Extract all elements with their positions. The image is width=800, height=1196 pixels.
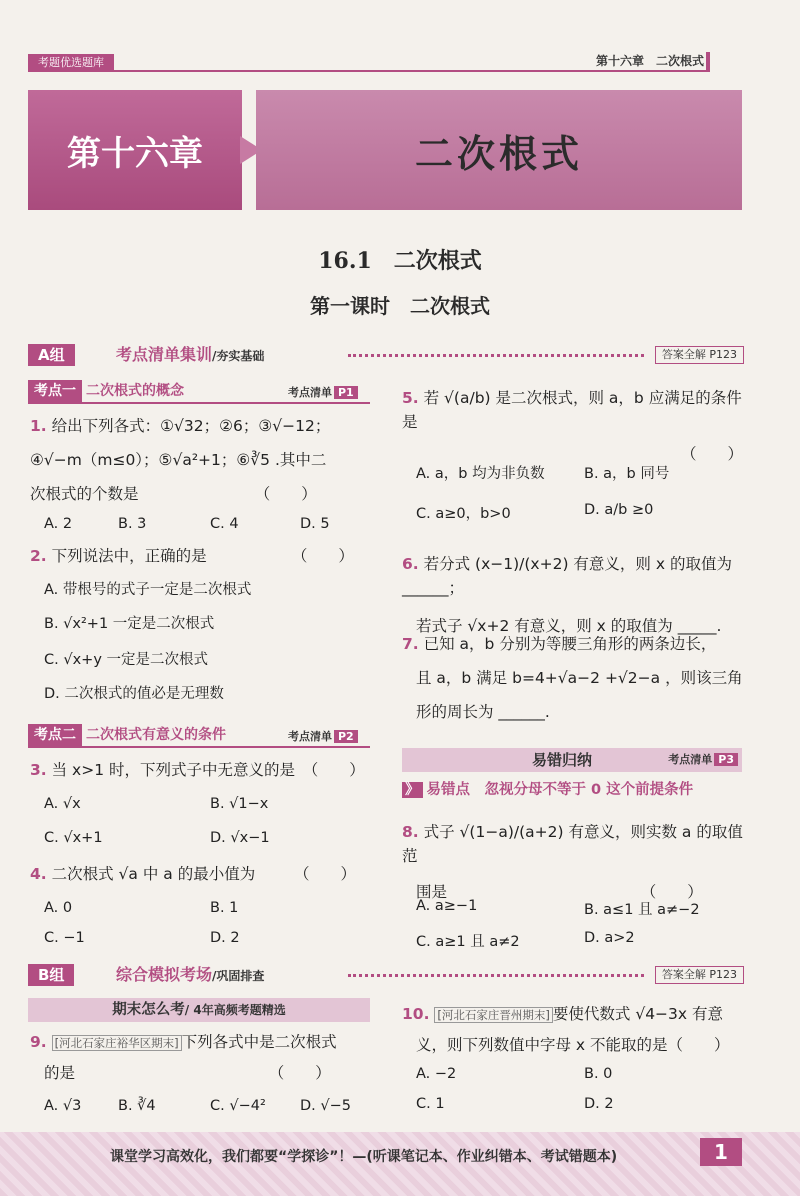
q6-number: 6. (402, 555, 419, 573)
q1-option-a: A. 2 (44, 516, 73, 532)
q10-option-c: C. 1 (416, 1096, 445, 1112)
q2-number: 2. (30, 547, 47, 565)
q10-option-b: B. 0 (584, 1066, 613, 1082)
q1-option-b: B. 3 (118, 516, 147, 532)
chapter-banner: 第十六章 (28, 90, 242, 210)
q9-option-c: C. √−4² (210, 1098, 266, 1114)
q9-source: [河北石家庄裕华区期末] (52, 1035, 182, 1051)
q8-option-b: B. a≤1 且 a≠−2 (584, 902, 700, 918)
yicuo-point (402, 778, 693, 799)
qmgk-subtitle: / 4年高频考题精选 (184, 1003, 286, 1017)
q3-option-d: D. √x−1 (210, 830, 270, 846)
q1-line2: ④√−m（m≤0）；⑤√a²+1；⑥∛5 .其中二 (30, 451, 327, 469)
footer-slogan: 课堂学习高效化，我们都要“学探诊”！—(听课笔记本、作业纠错本、考试错题本) (110, 1149, 618, 1165)
yicuo-title: 易错归纳 (532, 751, 593, 769)
q1-option-c: C. 4 (210, 516, 239, 532)
q2-option-c: C. √x+y 一定是二次根式 (44, 652, 209, 668)
question-8 (402, 820, 747, 904)
group-a-title (116, 344, 264, 367)
q9-option-a: A. √3 (44, 1098, 82, 1114)
q10-source: [河北石家庄晋州期末] (434, 1007, 552, 1023)
header-divider (28, 70, 710, 72)
question-1 (30, 414, 375, 506)
kd2-ref-label: 考点清单 (288, 730, 332, 743)
kd2-ref (288, 728, 358, 744)
q9-number: 9. (30, 1033, 47, 1051)
question-7 (402, 632, 747, 724)
q4-option-b: B. 1 (210, 900, 239, 916)
question-2 (30, 544, 375, 568)
question-4 (30, 862, 375, 886)
q3-stem: 当 x>1 时，下列式子中无意义的是 （ ） (51, 761, 365, 779)
group-a-label: A组 (28, 344, 75, 366)
yicuo-header (402, 748, 742, 772)
kd2-underline (28, 746, 370, 748)
q5-line1: 若 √(a/b) 是二次根式，则 a，b 应满足的条件是 (402, 389, 742, 431)
q9-line1: 下列各式中是二次根式 (181, 1033, 337, 1051)
q2-option-b: B. √x²+1 一定是二次根式 (44, 616, 215, 632)
yicuo-ref-page: P3 (714, 753, 738, 766)
q2-stem: 下列说法中，正确的是 （ ） (51, 547, 354, 565)
q3-option-a: A. √x (44, 796, 81, 812)
q7-number: 7. (402, 635, 419, 653)
kd2-ref-page: P2 (334, 730, 358, 743)
group-a-bar (28, 344, 744, 366)
q3-option-c: C. √x+1 (44, 830, 103, 846)
kd1-ref (288, 384, 358, 400)
q4-number: 4. (30, 865, 47, 883)
q1-option-d: D. 5 (300, 516, 330, 532)
lesson-title: 第一课时 二次根式 (310, 294, 490, 318)
q4-option-a: A. 0 (44, 900, 73, 916)
group-a-answer-ref: 答案全解 P123 (655, 346, 744, 364)
kd1-tag: 考点一 (28, 380, 82, 402)
q10-line2: 义，则下列数值中字母 x 不能取的是（ ） (416, 1036, 730, 1054)
q3-number: 3. (30, 761, 47, 779)
q8-line2: 围是 （ ） (416, 883, 703, 901)
q5-option-c: C. a≥0，b>0 (416, 506, 511, 522)
yicuo-point-icon: 》 (402, 782, 423, 798)
yicuo-point-text: 忽视分母不等于 0 这个前提条件 (484, 782, 694, 798)
header-accent-bar (706, 52, 710, 70)
q5-option-a: A. a，b 均为非负数 (416, 466, 545, 482)
question-9 (30, 1030, 375, 1085)
q6-line1: 若分式 (x−1)/(x+2) 有意义，则 x 的取值为 ______； (402, 555, 732, 597)
q1-line1: 给出下列各式：①√32；②6；③√−12； (51, 417, 331, 435)
question-10 (402, 1002, 747, 1057)
q9-line2: 的是 （ ） (44, 1064, 331, 1082)
page-number: 1 (700, 1138, 742, 1166)
kd1-name: 二次根式的概念 (86, 383, 184, 399)
kd1-ref-label: 考点清单 (288, 386, 332, 399)
q2-option-d: D. 二次根式的值必是无理数 (44, 686, 224, 702)
kd1-ref-page: P1 (334, 386, 358, 399)
q5-option-b: B. a，b 同号 (584, 466, 670, 482)
kd2-tag: 考点二 (28, 724, 82, 746)
q8-option-d: D. a>2 (584, 930, 635, 946)
q5-number: 5. (402, 389, 419, 407)
q4-option-d: D. 2 (210, 930, 240, 946)
q8-option-a: A. a≥−1 (416, 898, 478, 914)
q9-option-d: D. √−5 (300, 1098, 351, 1114)
qmgk-title: 期末怎么考 (112, 1002, 185, 1018)
yicuo-point-label: 易错点 (426, 782, 470, 798)
q7-line2: 且 a，b 满足 b=4+√a−2 +√2−a ，则该三角 (416, 669, 743, 687)
group-a-subtitle: /夯实基础 (212, 349, 265, 363)
q8-line1: 式子 √(1−a)/(a+2) 有意义，则实数 a 的取值范 (402, 823, 743, 865)
q1-line3: 次根式的个数是 （ ） (30, 485, 317, 503)
q2-option-a: A. 带根号的式子一定是二次根式 (44, 582, 252, 598)
q5-line2: （ ） (680, 445, 743, 463)
kd2-name: 二次根式有意义的条件 (86, 727, 226, 743)
q1-number: 1. (30, 417, 47, 435)
header-chapter: 第十六章 二次根式 (595, 54, 704, 68)
question-6 (402, 552, 747, 638)
q10-option-a: A. −2 (416, 1066, 457, 1082)
q10-option-d: D. 2 (584, 1096, 614, 1112)
q4-option-c: C. −1 (44, 930, 85, 946)
yicuo-ref (668, 748, 738, 772)
group-b-label: B组 (28, 964, 74, 986)
q10-number: 10. (402, 1005, 430, 1023)
group-b-dotted-line (348, 974, 644, 977)
section-title: 16.1 二次根式 (318, 248, 482, 274)
q8-option-c: C. a≥1 且 a≠2 (416, 934, 520, 950)
group-b-answer-ref: 答案全解 P123 (655, 966, 744, 984)
group-a-title-text: 考点清单集训 (116, 345, 213, 364)
chapter-title: 二次根式 (256, 90, 742, 210)
q7-line3: 形的周长为 ______. (416, 703, 550, 721)
group-b-title-text: 综合模拟考场 (116, 965, 213, 984)
q3-option-b: B. √1−x (210, 796, 269, 812)
question-5 (402, 386, 747, 466)
q8-number: 8. (402, 823, 419, 841)
qmgk-header (28, 998, 370, 1022)
question-3 (30, 758, 375, 782)
yicuo-ref-label: 考点清单 (668, 753, 713, 766)
group-a-dotted-line (348, 354, 644, 357)
q9-option-b: B. ∛4 (118, 1098, 156, 1114)
q7-line1: 已知 a，b 分别为等腰三角形的两条边长， (423, 635, 717, 653)
group-b-bar (28, 964, 744, 986)
group-b-subtitle: /巩固排查 (212, 969, 265, 983)
header-tag: 考题优选题库 (28, 54, 114, 72)
q5-option-d: D. a/b ≥0 (584, 502, 654, 518)
q10-line1: 要使代数式 √4−3x 有意 (552, 1005, 724, 1023)
kd1-underline (28, 402, 370, 404)
group-b-title (116, 964, 264, 987)
q4-stem: 二次根式 √a 中 a 的最小值为 （ ） (51, 865, 356, 883)
q6-line2: 若式子 √x+2 有意义，则 x 的取值为 _____. (416, 617, 722, 635)
